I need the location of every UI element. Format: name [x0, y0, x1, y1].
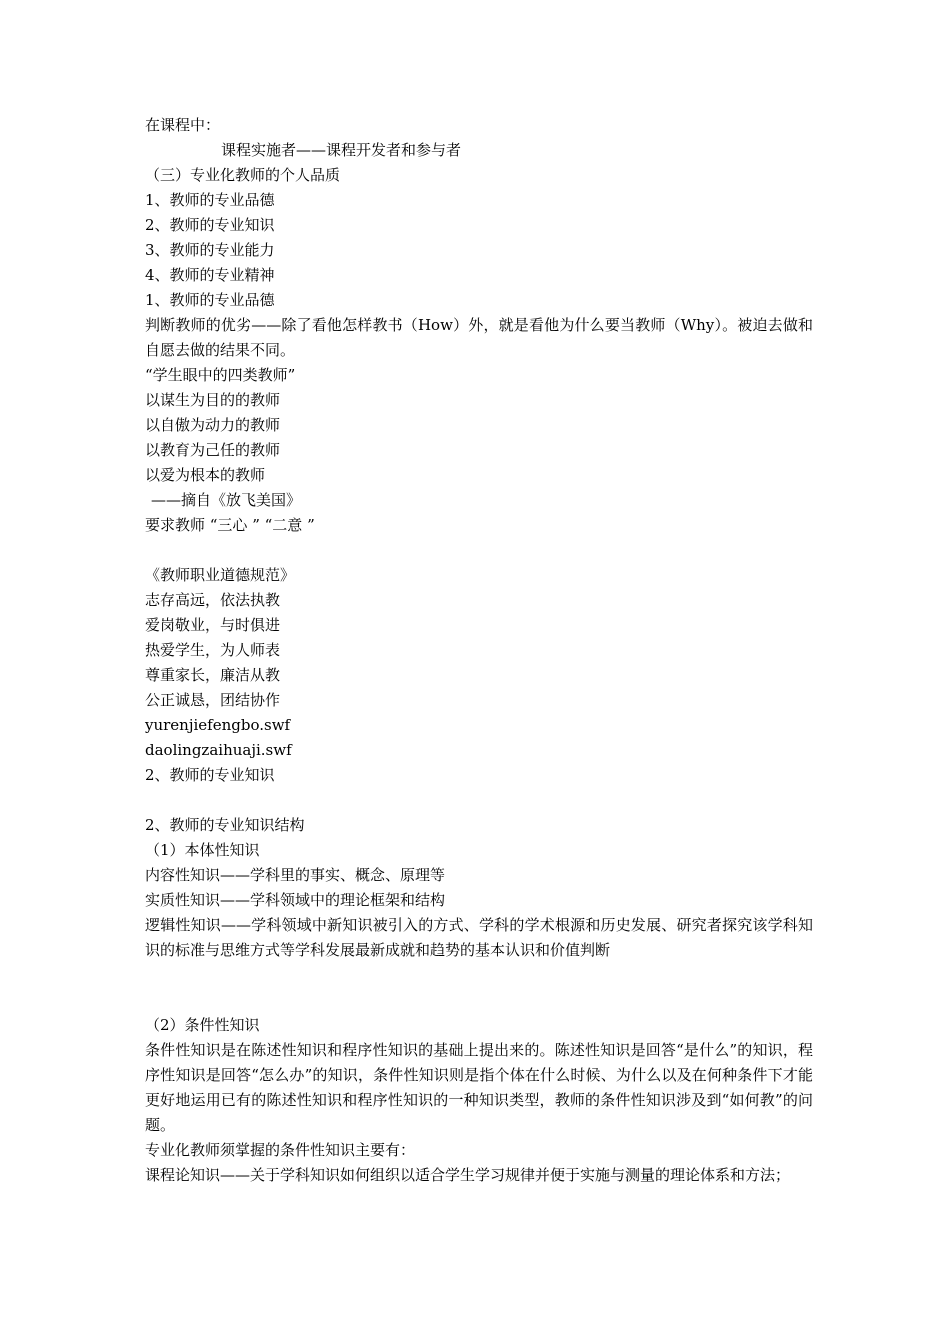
section-heading: （三）专业化教师的个人品质 [145, 166, 341, 184]
text-line: 要求教师 “三心 ” “二意 ” [145, 516, 315, 534]
text-line: 实质性知识——学科领域中的理论框架和结构 [145, 891, 446, 909]
paragraph: 判断教师的优劣——除了看他怎样教书（How）外，就是看他为什么要当教师（Why）。被迫去做和自愿去做的结果不同。 [145, 316, 813, 359]
text-line: 内容性知识——学科里的事实、概念、原理等 [145, 866, 446, 884]
list-item: 4、教师的专业精神 [145, 266, 275, 284]
citation: ——摘自《放飞美国》 [151, 491, 302, 509]
paragraph: 逻辑性知识——学科领域中新知识被引入的方式、学科的学术根源和历史发展、研究者探究该学科知识的标准与思维方式等学科发展最新成就和趋势的基本认识和价值判断 [145, 916, 813, 959]
blank-line [145, 788, 813, 813]
file-name: yurenjiefengbo.swf [145, 716, 291, 734]
file-name: daolingzaihuaji.swf [145, 741, 292, 759]
list-item: 3、教师的专业能力 [145, 241, 275, 259]
text-line: 专业化教师须掌握的条件性知识主要有： [145, 1141, 416, 1159]
paragraph: 课程论知识——关于学科知识如何组织以适合学生学习规律并便于实施与测量的理论体系和方法； [145, 1166, 791, 1184]
blank-line [145, 538, 813, 563]
list-item: 爱岗敬业，与时俱进 [145, 616, 281, 634]
blank-line [145, 963, 813, 1013]
list-item: 尊重家长，廉洁从教 [145, 666, 281, 684]
text-line: （1）本体性知识 [145, 841, 260, 859]
text-line: 《教师职业道德规范》 [145, 566, 296, 584]
list-item: 志存高远，依法执教 [145, 591, 281, 609]
list-item: 以自傲为动力的教师 [145, 416, 281, 434]
text-line: （2）条件性知识 [145, 1016, 260, 1034]
list-item: 以教育为己任的教师 [145, 441, 281, 459]
document-body [145, 113, 813, 1188]
text-line: 在课程中： [145, 116, 221, 134]
list-item: 公正诚恳，团结协作 [145, 691, 281, 709]
paragraph: 条件性知识是在陈述性知识和程序性知识的基础上提出来的。陈述性知识是回答“是什么”的知识，程序性知识是回答“怎么办”的知识，条件性知识则是指个体在什么时候、为什么以及在何种条件下才能更好地运用已有的陈述性知识和程序性知识的一种知识类型，教师的条件性知识涉及到“如何教”的问题。 [145, 1041, 813, 1134]
subsection-heading: 1、教师的专业品德 [145, 291, 275, 309]
text-line: “学生眼中的四类教师” [145, 366, 296, 384]
list-item: 以谋生为目的的教师 [145, 391, 281, 409]
list-item: 1、教师的专业品德 [145, 191, 275, 209]
list-item: 2、教师的专业知识 [145, 216, 275, 234]
text-line: 2、教师的专业知识结构 [145, 816, 305, 834]
text-line: 课程实施者——课程开发者和参与者 [221, 141, 462, 159]
list-item: 以爱为根本的教师 [145, 466, 266, 484]
subsection-heading: 2、教师的专业知识 [145, 766, 275, 784]
list-item: 热爱学生，为人师表 [145, 641, 281, 659]
